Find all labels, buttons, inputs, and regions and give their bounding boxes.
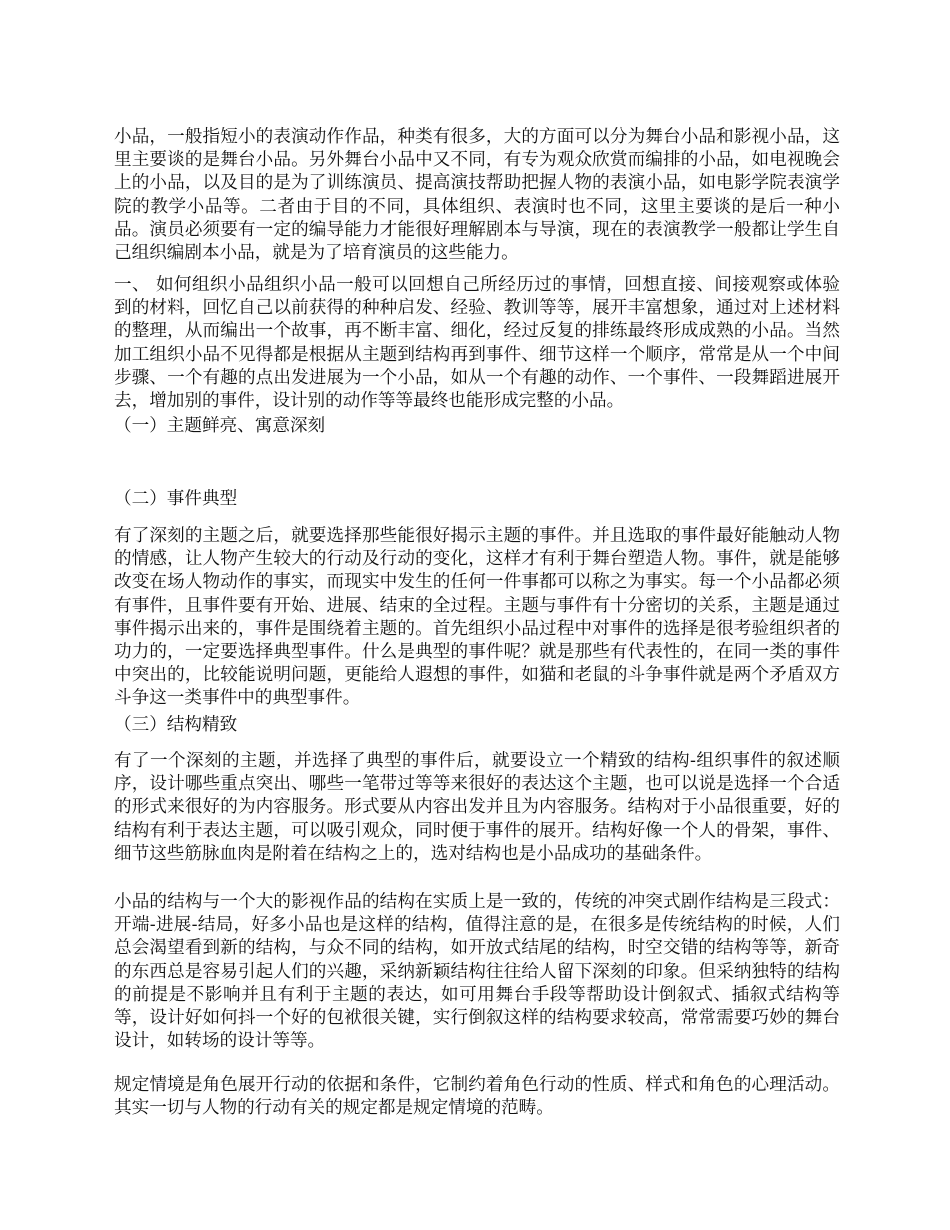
heading-event: （二）事件典型 bbox=[114, 489, 238, 509]
structure-paragraph: 有了一个深刻的主题，并选择了典型的事件后，就要设立一个精致的结构-组织事件的叙述顺序，设计哪些重点突出、哪些一笔带过等等来很好的表达这个主题，也可以说是选择一个合适的形式来很好的为内容服务。形式要从内容出发并且为内容服务。结构对于小品很重要，好的结构有利于表达主题，可以吸引观众，同时便于事件的展开。结构好像一个人的骨架，事件、细节这些筋脉血肉是附着在结构之上的，选对结构也是小品成功的基础条件。 bbox=[114, 751, 840, 864]
event-paragraph: 有了深刻的主题之后，就要选择那些能很好揭示主题的事件。并且选取的事件最好能触动人物的情感，让人物产生较大的行动及行动的变化，这样才有利于舞台塑造人物。事件，就是能够改变在场人物动作的事实，而现实中发生的任何一件事都可以称之为事实。每一个小品都必须有事件，且事件要有开始、进展、结束的全过程。主题与事件有十分密切的关系，主题是通过事件揭示出来的，事件是围绕着主题的。首先组织小品过程中对事件的选择是很考验组织者的功力的，一定要选择典型事件。什么是典型的事件呢？就是那些有代表性的，在同一类的事件中突出的，比较能说明问题，更能给人遐想的事件，如猫和老鼠的斗争事件就是两个矛盾双方斗争这一类事件中的典型事件。 bbox=[114, 526, 840, 709]
heading-theme: （一）主题鲜亮、寓意深刻 bbox=[114, 416, 326, 436]
section-one-paragraph: 一、 如何组织小品组织小品一般可以回想自己所经历过的事情，回想直接、间接观察或体验到的材料，回忆自己以前获得的种种启发、经验、教训等等，展开丰富想象，通过对上述材料的整理，从而编出一个故事，再不断丰富、细化，经过反复的排练最终形成成熟的小品。当然加工组织小品不见得都是根据从主题到结构再到事件、细节这样一个顺序，常常是从一个中间步骤、一个有趣的点出发进展为一个小品，如从一个有趣的动作、一个事件、一段舞蹈进展开去，增加别的事件，设计别的动作等等最终也能形成完整的小品。 bbox=[114, 275, 840, 412]
structure-compare-paragraph: 小品的结构与一个大的影视作品的结构在实质上是一致的，传统的冲突式剧作结构是三段式：开端-进展-结局，好多小品也是这样的结构，值得注意的是，在很多是传统结构的时候，人们总会渴望看到新的结构，与众不同的结构，如开放式结尾的结构，时空交错的结构等等，新奇的东西总是容易引起人们的兴趣，采纳新颖结构往往给人留下深刻的印象。但采纳独特的结构的前提是不影响并且有利于主题的表达，如可用舞台手段等帮助设计倒叙式、插叙式结构等等，设计好如何抖一个好的包袱很关键，实行倒叙这样的结构要求较高，常常需要巧妙的舞台设计，如转场的设计等等。 bbox=[114, 892, 840, 1052]
situation-paragraph: 规定情境是角色展开行动的依据和条件，它制约着角色行动的性质、样式和角色的心理活动。其实一切与人物的行动有关的规定都是规定情境的范畴。 bbox=[114, 1075, 840, 1119]
heading-structure: （三）结构精致 bbox=[114, 715, 238, 735]
intro-paragraph: 小品，一般指短小的表演动作作品，种类有很多，大的方面可以分为舞台小品和影视小品，这里主要谈的是舞台小品。另外舞台小品中又不同，有专为观众欣赏而编排的小品，如电视晚会上的小品，以及目的是为了训练演员、提高演技帮助把握人物的表演小品，如电影学院表演学院的教学小品等。二者由于目的不同，具体组织、表演时也不同，这里主要谈的是后一种小品。演员必须要有一定的编导能力才能很好理解剧本与导演，现在的表演教学一般都让学生自己组织编剧本小品，就是为了培育演员的这些能力。 bbox=[114, 127, 840, 264]
